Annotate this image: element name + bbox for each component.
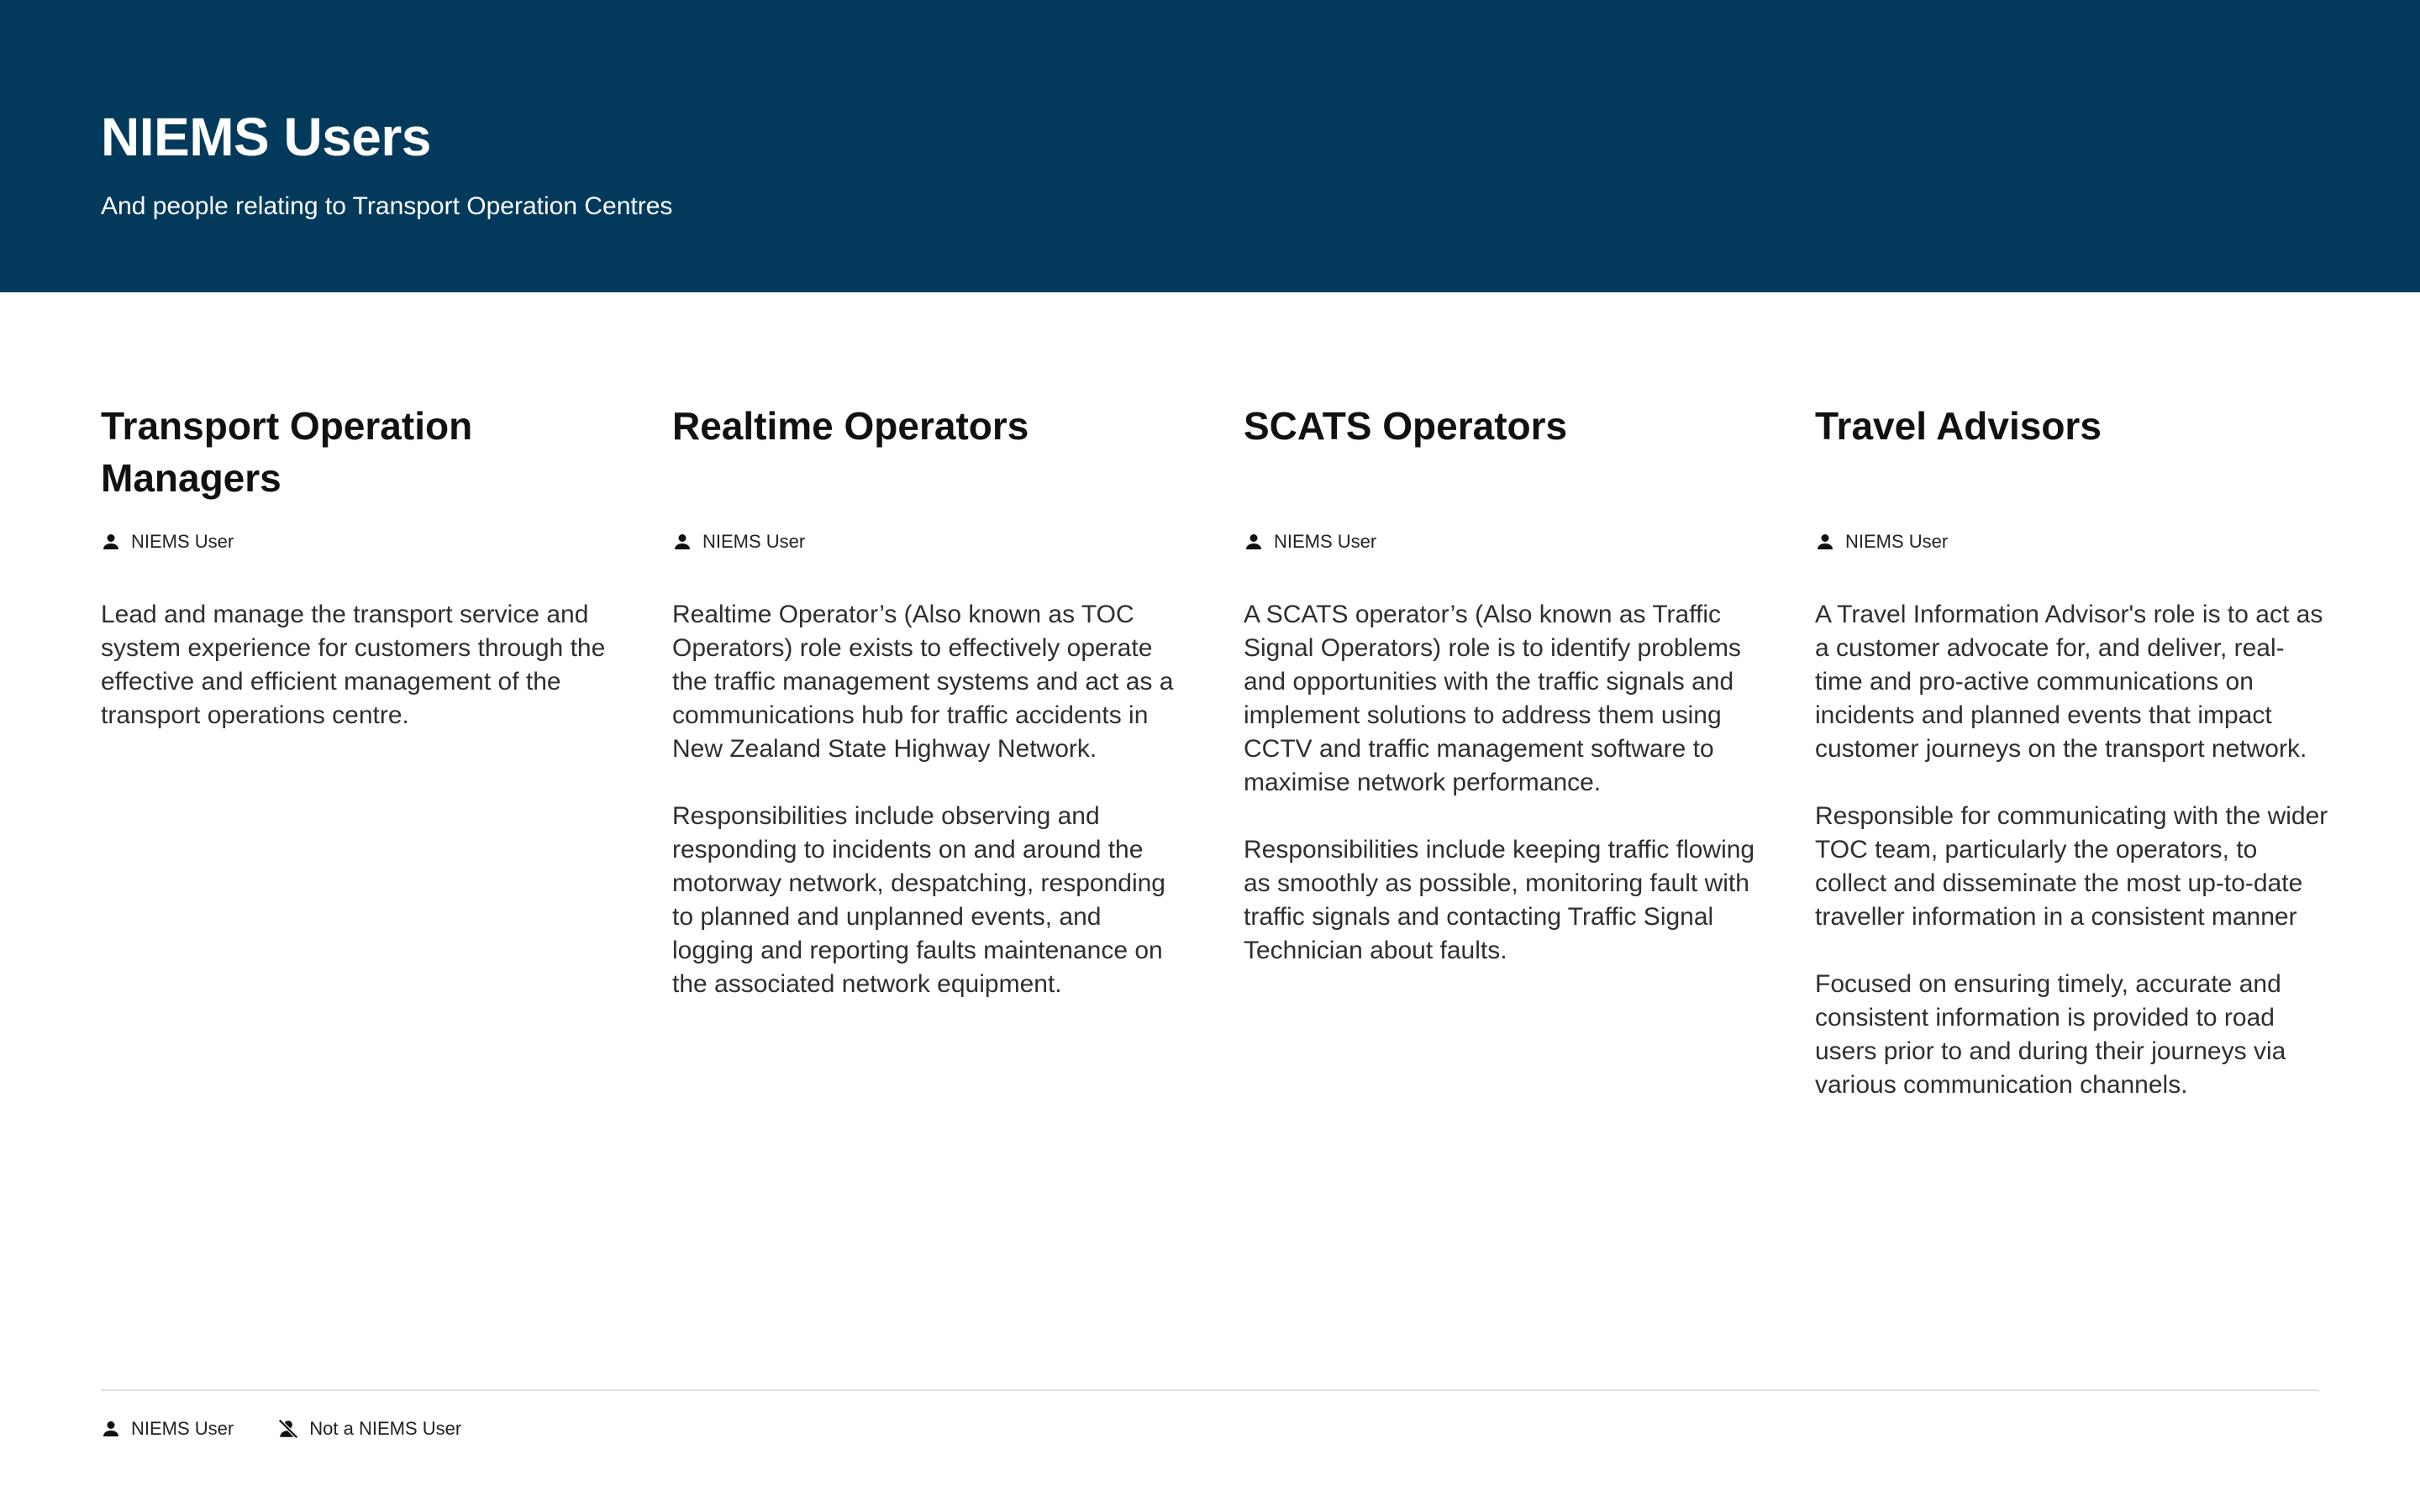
page-subtitle: And people relating to Transport Operation Centres <box>101 192 673 220</box>
legend-item-not-niems-user <box>277 1418 461 1440</box>
user-tag-label: NIEMS User <box>131 531 234 552</box>
role-paragraph: A Travel Information Advisor's role is to act as a customer advocate for, and deliver, real-time and pro-active communications on incidents and planned events that impact customer journeys on the transport network. <box>1815 601 2323 763</box>
role-description <box>1815 598 2329 1136</box>
role-card-travel-advisors <box>1815 400 2329 1099</box>
role-paragraph: A SCATS operator’s (Also known as Traffic Signal Operators) role is to identify problems and opportunities with the traffic signals and implement solutions to address them using CCTV and traffic management software to maximise network performance. <box>1244 601 1741 796</box>
role-paragraph: Focused on ensuring timely, accurate and consistent information is provided to road users prior to and during their journeys via various communication channels. <box>1815 970 2286 1099</box>
legend-label: Not a NIEMS User <box>309 1418 462 1439</box>
role-paragraph: Lead and manage the transport service and system experience for customers through the effective and efficient management of the transport operations centre. <box>101 601 606 729</box>
person-icon <box>101 532 121 552</box>
person-icon <box>1815 532 1835 552</box>
legend-item-niems-user <box>101 1418 234 1440</box>
niems-user-tag <box>672 531 805 553</box>
page-title: NIEMS Users <box>101 107 431 167</box>
role-paragraph: Responsibilities include keeping traffic flowing as smoothly as possible, monitoring fault with traffic signals and contacting Traffic Signal Technician about faults. <box>1244 836 1755 964</box>
role-title: SCATS Operators <box>1244 404 1568 448</box>
role-paragraph: Responsible for communicating with the wider TOC team, particularly the operators, to collect and disseminate the most up-to-date traveller information in a consistent manner <box>1815 802 2328 931</box>
role-card-scats-operators <box>1244 400 1758 964</box>
role-title: Transport Operation Managers <box>101 404 473 500</box>
page-header <box>0 0 2420 292</box>
role-title: Travel Advisors <box>1815 404 2102 448</box>
role-description <box>672 598 1186 1035</box>
role-paragraph: Responsibilities include observing and responding to incidents on and around the motorway network, despatching, responding to planned and unplanned events, and logging and reporting faults maintenance on the associated network equipment. <box>672 802 1165 998</box>
niems-user-tag <box>101 531 234 553</box>
niems-user-tag <box>1815 531 1948 553</box>
niems-user-tag <box>1244 531 1376 553</box>
person-icon <box>672 532 692 552</box>
legend-label: NIEMS User <box>131 1418 234 1439</box>
user-tag-label: NIEMS User <box>702 531 806 552</box>
person-off-icon <box>277 1418 299 1440</box>
user-tag-label: NIEMS User <box>1274 531 1377 552</box>
role-paragraph: Realtime Operator’s (Also known as TOC Operators) role exists to effectively operate the traffic management systems and act as a communications hub for traffic accidents in New Zealand State Highway Network. <box>672 601 1174 763</box>
role-title: Realtime Operators <box>672 404 1029 448</box>
footer-divider <box>101 1389 2319 1391</box>
role-description <box>1244 598 1758 1001</box>
person-icon <box>1244 532 1264 552</box>
user-tag-label: NIEMS User <box>1845 531 1949 552</box>
role-description <box>101 598 615 766</box>
role-card-transport-operation-managers <box>101 400 615 729</box>
role-card-realtime-operators <box>672 400 1186 998</box>
legend <box>101 1418 461 1440</box>
person-icon <box>101 1419 121 1439</box>
